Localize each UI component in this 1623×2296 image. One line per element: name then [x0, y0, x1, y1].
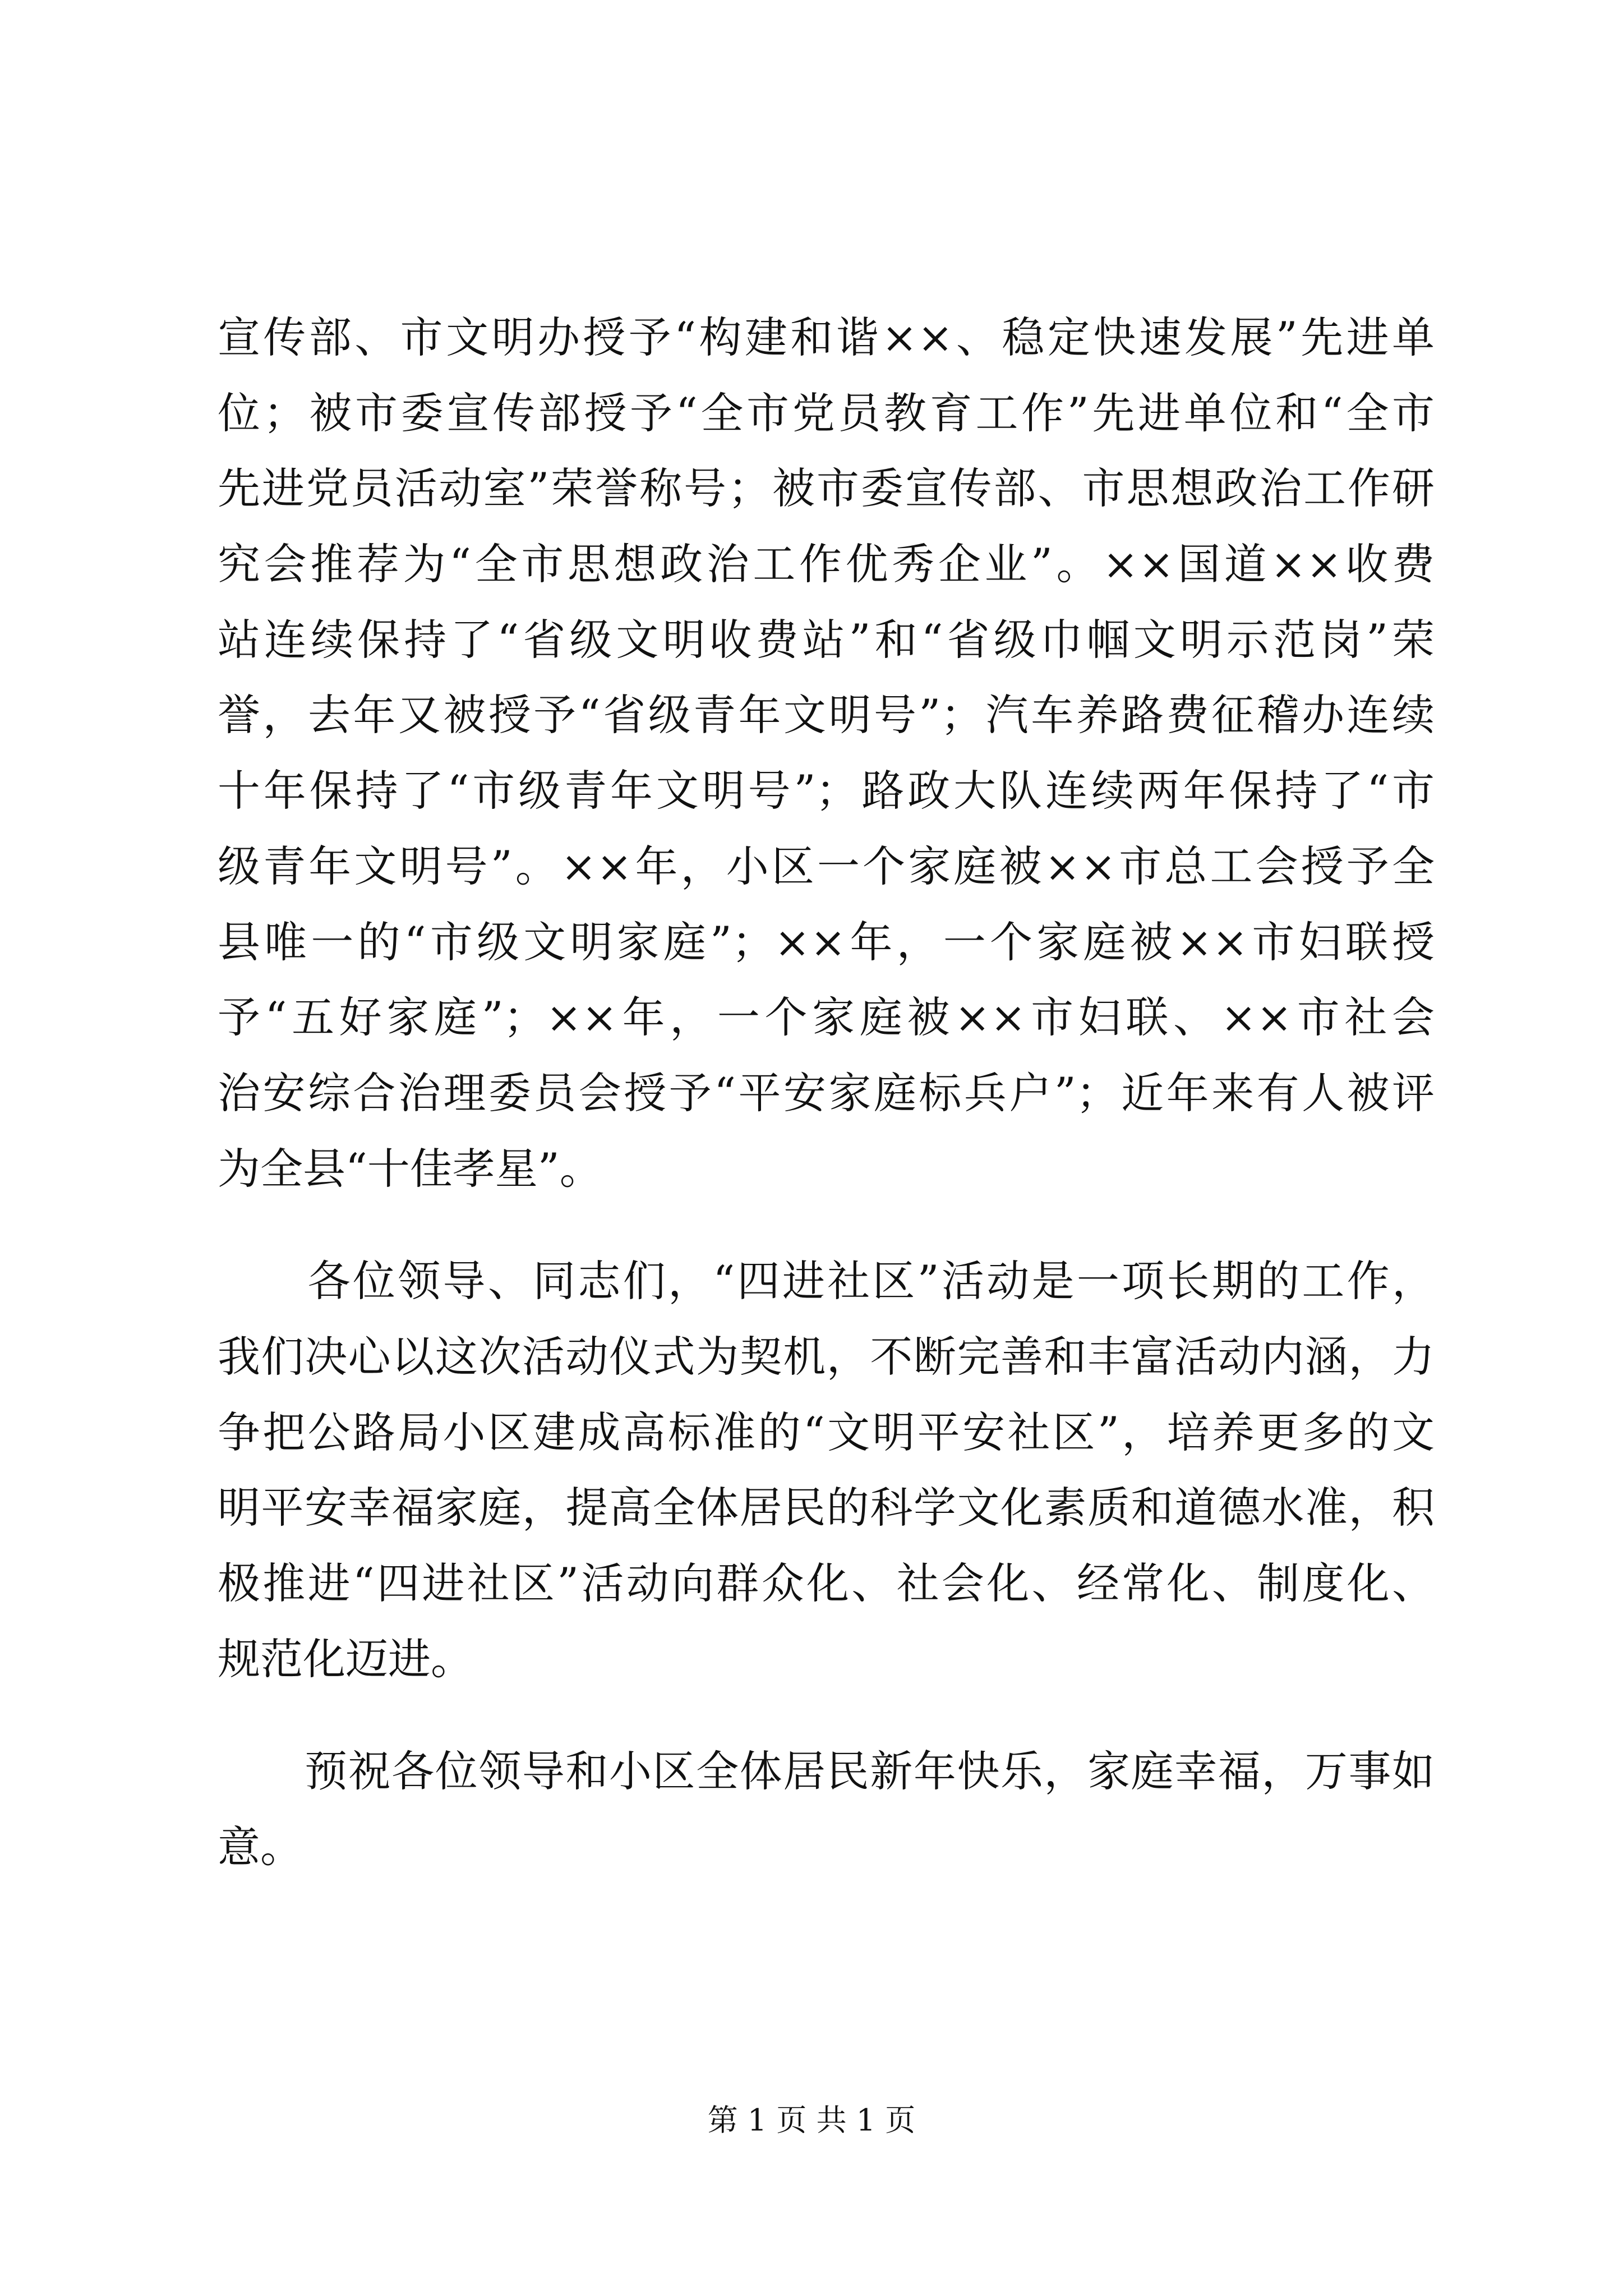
text-line: 争把公路局小区建成高标准的“文明平安社区”，培养更多的文 — [218, 1407, 1435, 1457]
text-line: 位；被市委宣传部授予“全市党员教育工作”先进单位和“全市 — [218, 388, 1435, 438]
paragraph-gap — [218, 1207, 1435, 1244]
text-line: 县唯一的“市级文明家庭”；××年，一个家庭被××市妇联授 — [218, 917, 1435, 967]
text-line: 预祝各位领导和小区全体居民新年快乐，家庭幸福，万事如 — [218, 1746, 1435, 1797]
text-line: 意。 — [218, 1822, 303, 1872]
text-line: 我们决心以这次活动仪式为契机，不断完善和丰富活动内涵，力 — [218, 1331, 1435, 1382]
text-line: 十年保持了“市级青年文明号”；路政大队连续两年保持了“市 — [218, 766, 1435, 816]
text-line: 规范化迈进。 — [218, 1634, 473, 1684]
paragraph-gap — [218, 1697, 1435, 1734]
text-line: 站连续保持了“省级文明收费站”和“省级巾帼文明示范岗”荣 — [218, 614, 1435, 665]
text-line: 予“五好家庭”；××年，一个家庭被××市妇联、××市社会 — [218, 992, 1435, 1043]
document-body — [218, 300, 1435, 1885]
text-line: 究会推荐为“全市思想政治工作优秀企业”。××国道××收费 — [218, 539, 1435, 590]
text-line: 治安综合治理委员会授予“平安家庭标兵户”；近年来有人被评 — [218, 1068, 1435, 1118]
text-line: 明平安幸福家庭，提高全体居民的科学文化素质和道德水准，积 — [218, 1483, 1435, 1533]
text-line: 先进党员活动室”荣誉称号；被市委宣传部、市思想政治工作研 — [218, 463, 1435, 514]
text-line: 级青年文明号”。××年，小区一个家庭被××市总工会授予全 — [218, 841, 1435, 891]
text-line: 宣传部、市文明办授予“构建和谐××、稳定快速发展”先进单 — [218, 312, 1435, 362]
text-line: 誉，去年又被授予“省级青年文明号”；汽车养路费征稽办连续 — [218, 690, 1435, 740]
text-line: 为全县“十佳孝星”。 — [218, 1143, 602, 1194]
text-line: 极推进“四进社区”活动向群众化、社会化、经常化、制度化、 — [218, 1558, 1435, 1608]
text-line: 各位领导、同志们，“四进社区”活动是一项长期的工作， — [218, 1256, 1435, 1306]
page-number-footer: 第 1 页 共 1 页 — [707, 2102, 916, 2138]
